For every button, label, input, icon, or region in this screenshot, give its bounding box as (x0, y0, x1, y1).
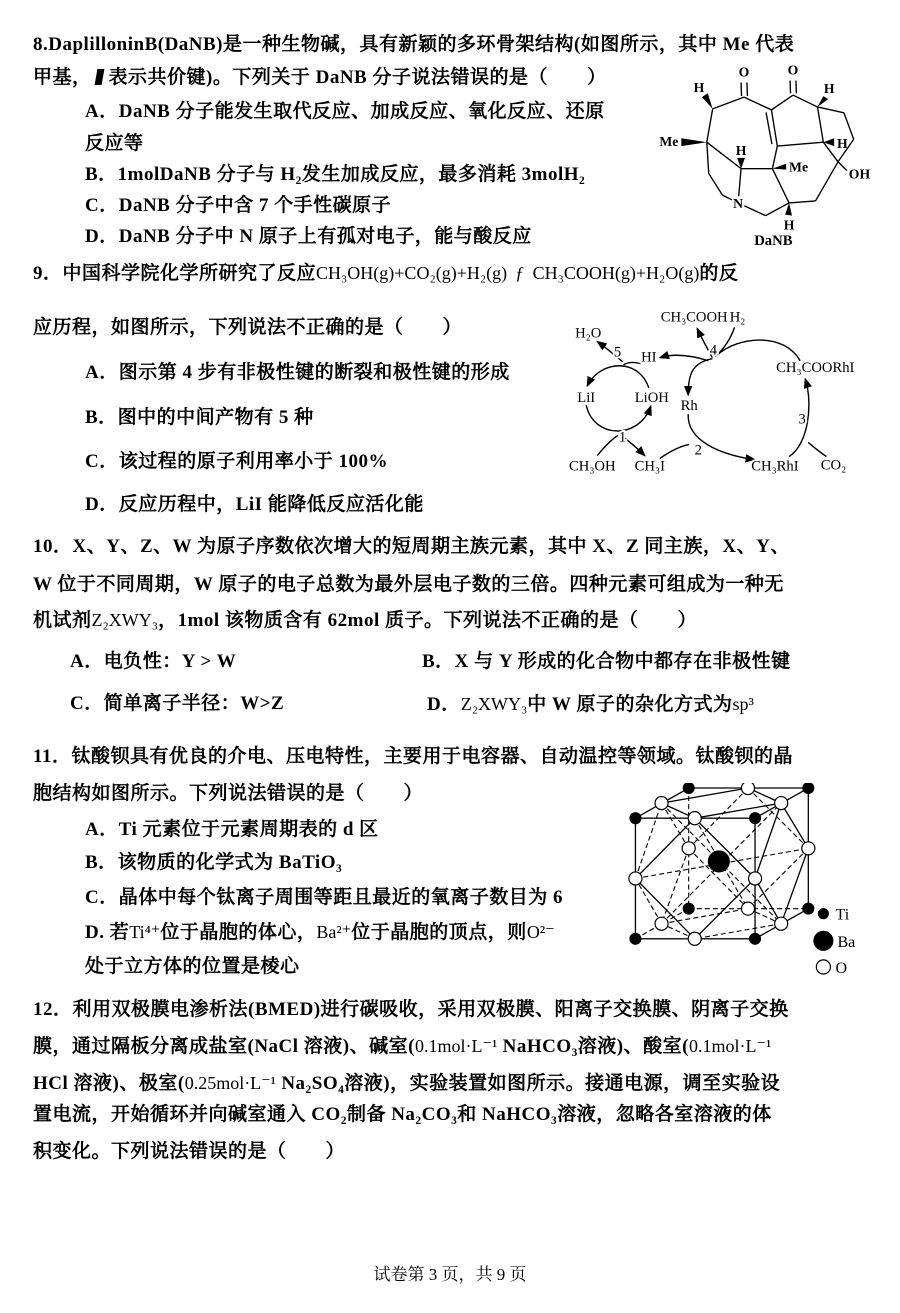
reaction-cycle-figure (560, 299, 893, 486)
q9-stem-line2-text: 应历程，如图所示，下列说法不正确的是（ ） (33, 317, 463, 338)
q8-option-c-text: C．DaNB 分子中含 7 个手性碳原子 (85, 195, 392, 216)
danb-bonds (707, 80, 854, 215)
danb-caption: DaNB (754, 233, 793, 247)
q11-option-d-text1: 位于晶胞的体心， (160, 922, 317, 943)
oh-group-label: OH (848, 166, 871, 182)
legend-o-label: O (835, 959, 848, 977)
q12-stem-line2 (33, 1034, 771, 1059)
q8-option-b (85, 163, 585, 187)
q9-stem-line1 (33, 261, 738, 286)
q12-stem-line1 (33, 998, 789, 1022)
legend-ba-label: Ba (837, 933, 856, 951)
q8-option-a (85, 100, 605, 124)
step-2-label: 2 (694, 442, 702, 459)
q10-option-b (422, 650, 791, 674)
q10-option-d-letter: D． (427, 694, 461, 715)
h-atom-label: H (823, 81, 835, 97)
ch3i-label: CH₃I (634, 458, 665, 475)
ch3rhi-label: CH₃RhI (751, 458, 799, 475)
danb-structure-figure (648, 56, 888, 247)
legend-ba-icon (813, 931, 833, 951)
q10-option-d-formula: Z₂XWY₃ (460, 694, 528, 714)
q8-stem-line1-text: 8.DaplilloninB(DaNB)是一种生物碱，具有新颖的多环骨架结构(如图所示，其中 Me 代表 (33, 34, 795, 55)
step-1-label: 1 (618, 429, 627, 446)
q10-stem-line1 (33, 535, 790, 559)
q11-option-b (85, 851, 342, 875)
q10-option-b-text: B．X 与 Y 形成的化合物中都存在非极性键 (422, 651, 791, 672)
danb-atom-labels (659, 63, 870, 247)
co2-label: CO₂ (820, 457, 847, 474)
o-ion-formula: O²⁻ (526, 922, 555, 942)
q8-option-a-cont (85, 132, 144, 156)
hi-label: HI (641, 349, 657, 366)
q12-stem-line4-text: 置电流，开始循环并向碱室通入 CO₂制备 Na₂CO₃和 NaHCO₃溶液，忽略各室溶液的体 (33, 1104, 772, 1125)
q10-option-c-text: C．简单离子半径：W>Z (70, 693, 285, 714)
danb-wedge-bonds (681, 93, 834, 215)
step-4-label: 4 (709, 342, 718, 359)
page-footer (0, 1260, 900, 1285)
ba-ion-formula: Ba²⁺ (316, 922, 352, 942)
q10-stem-line3-pre: 机试剂 (33, 610, 92, 631)
q10-stem-line3-post: ，1mol 该物质含有 62mol 质子。下列说法不正确的是（ ） (158, 610, 698, 631)
h-atom-label: H (735, 142, 747, 158)
q11-stem-line1-text: 11．钛酸钡具有优良的介电、压电特性，主要用于电容器、自动温控等领域。钛酸钡的晶 (33, 746, 793, 767)
q12-stem-line3-c: Na₂SO₄溶液)，实验装置如图所示。接通电源，调至实验设 (276, 1073, 781, 1094)
q8-option-d (85, 225, 532, 249)
q11-option-d-cont-text: 处于立方体的位置是棱心 (85, 956, 300, 977)
q12-stem-line1-text: 12．利用双极膜电渗析法(BMED)进行碳吸收，采用双极膜、阳离子交换膜、阴离子交换 (33, 999, 789, 1020)
q9-option-c (85, 450, 388, 474)
q10-option-d (427, 692, 754, 717)
q10-stem-line2-text: W 位于不同周期，W 原子的电子总数为最外层电子数的三倍。四种元素可组成为一种无 (33, 574, 784, 595)
hcl-concentration: 0.1mol·L⁻¹ (688, 1036, 772, 1056)
q10-option-d-text: 中 W 原子的杂化方式为 (527, 694, 733, 715)
q11-option-a (85, 818, 379, 842)
q12-stem-line3-a: HCl 溶液)、极室( (33, 1073, 185, 1094)
q10-stem-line1-text: 10．X、Y、Z、W 为原子序数依次增大的短周期主族元素，其中 X、Z 同主族，X、Y、 (33, 536, 790, 557)
q12-stem-line2-a: 膜，通过隔板分离成盐室(NaCl 溶液)、碱室( (33, 1036, 415, 1057)
q12-stem-line4 (33, 1103, 772, 1127)
crystal-legend (813, 907, 855, 977)
q10-option-d-sp3: sp³ (732, 694, 754, 714)
q11-option-d (85, 920, 555, 945)
q12-stem-line5 (33, 1140, 345, 1164)
legend-ti-icon (818, 908, 829, 919)
step-5-label: 5 (613, 344, 622, 361)
q10-option-c (70, 692, 284, 716)
ba-atom (708, 850, 730, 872)
q8-stem-line2-post: 表示共价键)。下列关于 DaNB 分子说法错误的是（ ） (108, 67, 607, 88)
q10-option-a (70, 650, 236, 674)
equilibrium-symbol: ƒ (515, 263, 525, 283)
step-3-label: 3 (798, 411, 806, 428)
q8-stem-line2 (33, 66, 606, 90)
q12-stem-line5-text: 积变化。下列说法错误的是（ ） (33, 1141, 346, 1162)
q9-equation-right: CH₃COOH(g)+H₂O(g) (532, 263, 700, 283)
h2o-label: H₂O (575, 325, 602, 342)
q11-option-c (85, 886, 563, 910)
q11-stem-line2-text: 胞结构如图所示。下列说法错误的是（ ） (33, 783, 424, 804)
ch3cooh-label: CH₃COOH (660, 309, 728, 326)
q9-option-a (85, 361, 510, 385)
q11-stem-line2 (33, 782, 423, 806)
cycle-labels (569, 309, 855, 474)
q11-stem-line1 (33, 745, 793, 769)
q11-option-d-cont (85, 955, 300, 979)
q9-stem-post: 的反 (699, 263, 739, 284)
q9-stem-line2 (33, 316, 462, 340)
h-atom-label: H (693, 80, 705, 96)
q11-option-d-text2: 位于晶胞的顶点，则 (351, 922, 527, 943)
rh-label: Rh (680, 398, 698, 415)
ti-ion-formula: Ti⁴⁺ (129, 922, 161, 942)
q10-option-a-text: A．电负性：Y > W (70, 651, 237, 672)
na2so4-concentration: 0.25mol·L⁻¹ (184, 1073, 277, 1093)
q9-option-c-text: C．该过程的原子利用率小于 100% (85, 451, 388, 472)
lioh-label: LiOH (634, 390, 669, 407)
q9-option-d (85, 493, 424, 517)
q8-option-b-text: B．1molDaNB 分子与 H₂发生加成反应，最多消耗 3molH₂ (85, 164, 586, 185)
q8-stem-line2-pre: 甲基， (33, 67, 92, 88)
q11-option-d-letter: D. 若 (85, 922, 130, 943)
q10-stem-line2 (33, 573, 784, 597)
h2-label: H₂ (729, 309, 746, 326)
nahco3-concentration: 0.1mol·L⁻¹ (414, 1036, 498, 1056)
q8-option-d-text: D．DaNB 分子中 N 原子上有孤对电子，能与酸反应 (85, 226, 532, 247)
q9-stem-pre: 9．中国科学院化学所研究了反应 (33, 263, 317, 284)
q11-option-c-text: C．晶体中每个钛离子周围等距且最近的氧离子数目为 6 (85, 887, 563, 908)
n-atom-label: N (733, 195, 744, 211)
q9-option-b (85, 406, 314, 430)
q9-option-b-text: B．图中的中间产物有 5 种 (85, 407, 314, 428)
q12-stem-line2-c: NaHCO₃溶液)、酸室( (497, 1036, 689, 1057)
wedge-bond-icon (94, 69, 104, 85)
q9-equation-left: CH₃OH(g)+CO₂(g)+H₂(g) (316, 263, 508, 283)
o-atom-label: O (738, 64, 750, 80)
q8-option-a-cont-text: 反应等 (85, 133, 144, 154)
ch3coorhi-label: CH₃COORhI (776, 359, 855, 376)
h-atom-label: H (783, 217, 795, 233)
lii-label: LiI (577, 390, 596, 407)
o-atom-label: O (787, 62, 799, 78)
me-group-label: Me (659, 134, 679, 150)
legend-o-icon (816, 960, 830, 974)
q8-stem-line1 (33, 33, 794, 57)
q12-stem-line3 (33, 1071, 780, 1096)
q10-formula: Z₂XWY₃ (91, 610, 159, 630)
q9-option-d-text: D．反应历程中，LiI 能降低反应活化能 (85, 494, 424, 515)
me-group-label: Me (789, 159, 809, 175)
h-atom-label: H (837, 136, 848, 152)
q8-option-a-text: A．DaNB 分子能发生取代反应、加成反应、氧化反应、还原 (85, 101, 605, 122)
legend-ti-label: Ti (835, 906, 850, 924)
q8-option-c (85, 194, 391, 218)
ch3oh-label: CH₃OH (569, 458, 616, 475)
q11-option-b-text: B．该物质的化学式为 BaTiO₃ (85, 852, 343, 873)
q10-stem-line3 (33, 608, 697, 633)
crystal-cell-figure (606, 783, 888, 979)
q11-option-a-text: A．Ti 元素位于元素周期表的 d 区 (85, 819, 379, 840)
q9-option-a-text: A．图示第 4 步有非极性键的断裂和极性键的形成 (85, 362, 510, 383)
page-footer-text: 试卷第 3 页，共 9 页 (373, 1265, 527, 1284)
